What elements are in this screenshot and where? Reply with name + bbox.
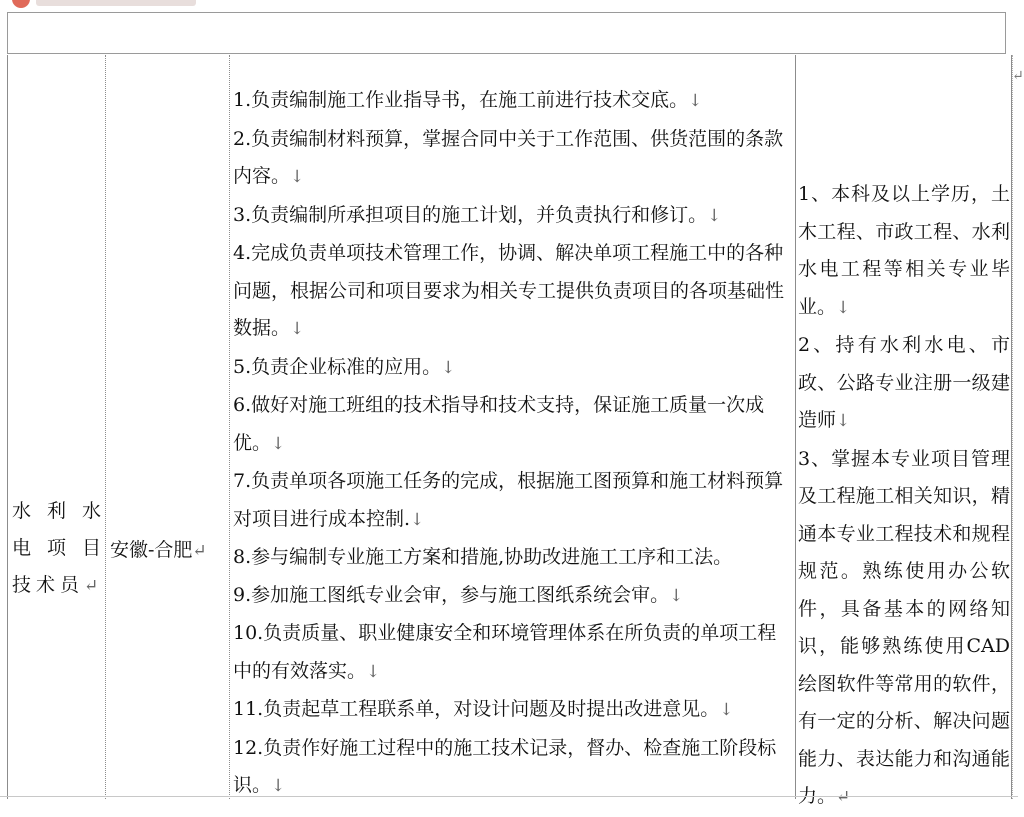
list-item: 11.负责起草工程联系单，对设计问题及时提出改进意见。↓ (233, 698, 734, 720)
list-item: 4.完成负责单项技术管理工作，协调、解决单项工程施工中的各种问题，根据公司和项目要求为相关专工提供负责项目的各项基础性数据。↓ (233, 242, 785, 339)
job-title: 水利水电项目技术员↵ (12, 500, 106, 596)
row-end-mark: ↵ (1012, 68, 1024, 84)
page-bottom-edge (0, 796, 1018, 797)
duty-list (233, 82, 795, 806)
list-item: 6.做好对施工班组的技术指导和技术支持，保证施工质量一次成优。↓ (233, 394, 765, 454)
document-tab-title (36, 0, 196, 6)
list-item: 2.负责编制材料预算，掌握合同中关于工作范围、供货范围的条款内容。↓ (233, 127, 784, 187)
list-item: 5.负责企业标准的应用。↓ (233, 355, 456, 378)
table-cell-requirements[interactable] (796, 55, 1012, 807)
table-cell-job-title[interactable] (7, 55, 106, 799)
app-icon (12, 0, 30, 8)
table-right-border (1012, 55, 1013, 799)
list-item: 7.负责单项各项施工任务的完成，根据施工图预算和施工材料预算对项目进行成本控制.↓ (233, 470, 784, 530)
list-item: 3.负责编制所承担项目的施工计划，并负责执行和修订。↓ (233, 203, 722, 226)
list-item: 3、掌握本专业项目管理及工程施工相关知识，精通本专业工程技术和规程规范。熟练使用办公软件，具备基本的网络知识，能够熟练使用CAD绘图软件等常用的软件，有一定的分析、解决问题能力、表达能力和沟通能力。↵ (798, 447, 1010, 807)
list-item: 12.负责作好施工过程中的施工技术记录，督办、检查施工阶段标识。↓ (233, 736, 777, 796)
table-empty-row (7, 12, 1006, 54)
list-item: 2、持有水利水电、市政、公路专业注册一级建造师↓ (798, 334, 1010, 431)
list-item: 1.负责编制施工作业指导书，在施工前进行技术交底。↓ (233, 89, 703, 111)
requirement-list (798, 176, 1010, 817)
list-item: 1、本科及以上学历，土木工程、市政工程、水利水电工程等相关专业毕业。↓ (798, 183, 1010, 318)
list-item: 10.负责质量、职业健康安全和环境管理体系在所负责的单项工程中的有效落实。↓ (233, 622, 777, 682)
list-item: 9.参加施工图纸专业会审，参与施工图纸系统会审。↓ (233, 583, 684, 606)
list-item: 8.参与编制专业施工方案和措施,协助改进施工工序和工法。 (233, 546, 733, 568)
window-top-strip (0, 0, 1018, 12)
table-cell-duties[interactable] (230, 55, 796, 799)
job-location: 安徽-合肥↵ (110, 539, 207, 561)
table-cell-location[interactable] (106, 55, 230, 799)
